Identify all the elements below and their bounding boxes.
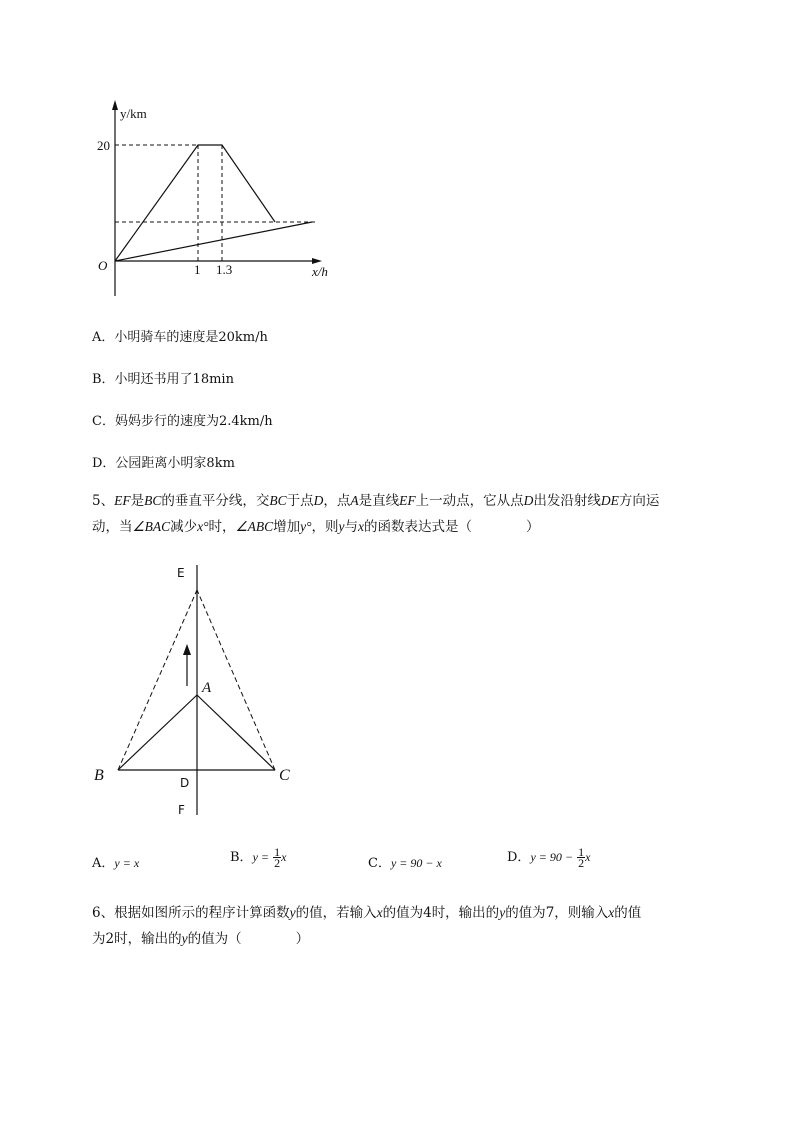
label-e: E — [177, 566, 185, 580]
label-f: F — [178, 803, 185, 817]
q4-option-d[interactable]: D．公园距离小明家8km — [92, 456, 235, 471]
y-axis-label: y/km — [120, 106, 147, 121]
x-tick-1: 1 — [194, 262, 201, 277]
label-b: B — [94, 767, 104, 784]
label-a: A — [202, 680, 212, 696]
x-tick-1-3: 1.3 — [216, 262, 233, 277]
q5-stem-line2: 动，当∠BAC减少x°时，∠ABC增加y°，则y与x的函数表达式是（ ） — [92, 519, 540, 535]
distance-time-graph — [0, 0, 794, 300]
q4-option-b[interactable]: B．小明还书用了18min — [92, 372, 234, 387]
q4-option-c[interactable]: C．妈妈步行的速度为2.4km/h — [92, 414, 273, 429]
q5-option-b[interactable]: B．y = $\frac{1}{2}$ x — [230, 845, 287, 870]
y-axis-arrow — [112, 100, 118, 110]
perpendicular-bisector-figure — [0, 555, 794, 825]
dashed-b-top — [118, 590, 197, 770]
q4-option-a[interactable]: A．小明骑车的速度是20km/h — [92, 330, 268, 345]
q5-option-a[interactable]: A．y = x — [92, 856, 140, 871]
q6-stem-line1: 6、根据如图所示的程序计算函数y的值，若输入x的值为4时，输出的y的值为7，则输入x的值 — [92, 905, 642, 921]
segment-ac — [197, 695, 275, 770]
q5-option-c[interactable]: C．y = 90 − x — [368, 856, 442, 871]
q5-option-d[interactable]: D．y = 90 − $\frac{1}{2}$ x — [507, 845, 591, 870]
motion-arrow-head — [183, 644, 191, 655]
q6-stem-line2: 为2时，输出的y的值为（ ） — [92, 931, 310, 947]
origin-label: O — [98, 258, 108, 273]
q5-stem-line1: 5、EF是BC的垂直平分线，交BC于点D，点A是直线EF上一动点，它从点D出发沿射线DE方向运 — [92, 493, 660, 509]
xiaoming-path — [115, 145, 275, 261]
label-c: C — [279, 767, 290, 784]
segment-ab — [118, 695, 197, 770]
x-axis-label: x/h — [312, 264, 328, 279]
q5-number: 5、 — [92, 493, 115, 509]
label-d: D — [180, 776, 190, 790]
y-tick-20: 20 — [97, 138, 110, 153]
mom-path — [115, 222, 312, 261]
